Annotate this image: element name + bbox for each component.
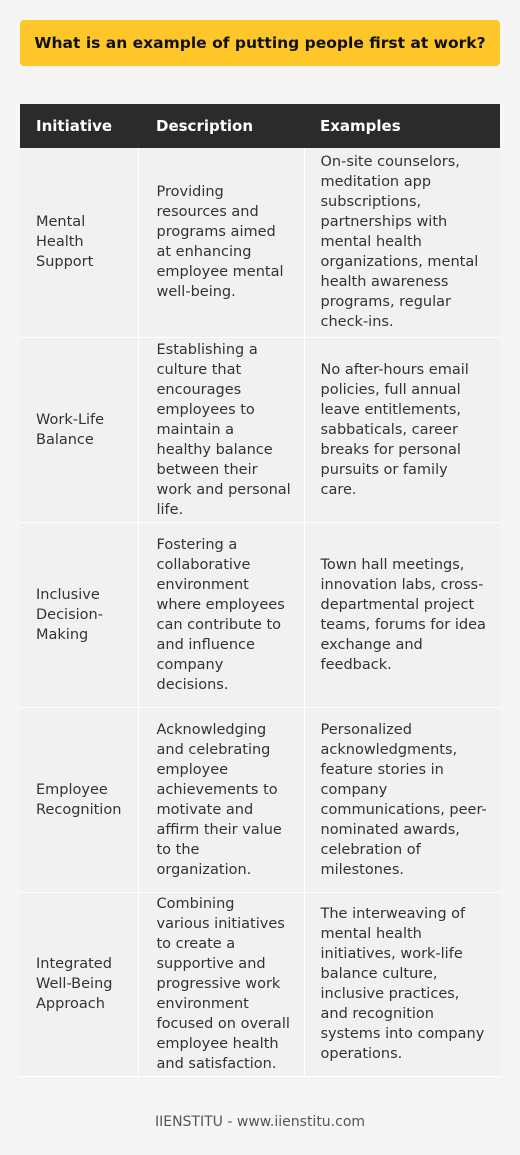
page-title: What is an example of putting people first at work? [34, 34, 486, 52]
cell-description: Establishing a culture that encourages employees to maintain a healthy balance between their work and personal life. [138, 337, 304, 522]
footer-credit: IIENSTITU - www.iienstitu.com [154, 1114, 366, 1130]
cell-initiative: Mental Health Support [20, 148, 138, 337]
table-row [20, 522, 500, 707]
cell-description: Combining various initiatives to create a supportive and progressive work environment focused on overall employee health and satisfaction. [138, 892, 304, 1076]
initiatives-table [20, 104, 500, 1077]
cell-initiative: Integrated Well-Being Approach [20, 892, 138, 1076]
cell-examples: No after-hours email policies, full annual leave entitlements, sabbaticals, career breaks for personal pursuits or family care. [304, 337, 500, 522]
table-row [20, 892, 500, 1076]
cell-examples: The interweaving of mental health initiatives, work-life balance culture, inclusive practices, and recognition systems into company operations. [304, 892, 500, 1076]
table-row [20, 707, 500, 892]
cell-examples: On-site counselors, meditation app subscriptions, partnerships with mental health organizations, mental health awareness programs, regular check-ins. [304, 148, 500, 337]
table-header-row [20, 104, 500, 148]
cell-initiative: Work-Life Balance [20, 337, 138, 522]
cell-initiative: Inclusive Decision-Making [20, 522, 138, 707]
cell-examples: Town hall meetings, innovation labs, cross-departmental project teams, forums for idea exchange and feedback. [304, 522, 500, 707]
header-examples: Examples [304, 104, 500, 148]
cell-initiative: Employee Recognition [20, 707, 138, 892]
header-description: Description [138, 104, 304, 148]
cell-description: Acknowledging and celebrating employee achievements to motivate and affirm their value to the organization. [138, 707, 304, 892]
cell-examples: Personalized acknowledgments, feature stories in company communications, peer-nominated awards, celebration of milestones. [304, 707, 500, 892]
header-initiative: Initiative [20, 104, 138, 148]
title-banner [20, 20, 500, 66]
table-row [20, 148, 500, 337]
cell-description: Providing resources and programs aimed at enhancing employee mental well-being. [138, 148, 304, 337]
table-row [20, 337, 500, 522]
cell-description: Fostering a collaborative environment where employees can contribute to and influence company decisions. [138, 522, 304, 707]
